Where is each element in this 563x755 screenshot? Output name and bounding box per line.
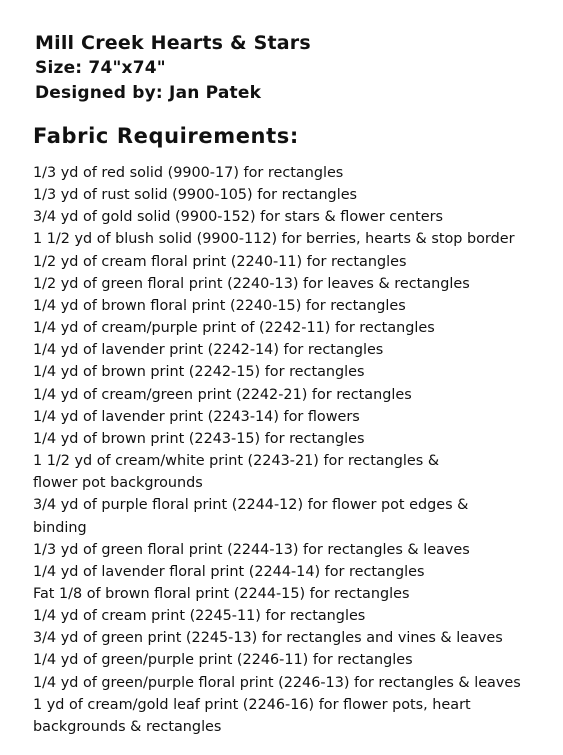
requirement-item: 1/3 yd of green floral print (2244-13) for rectangles & leaves [33,541,470,558]
requirement-item: 1 yd of cream/gold leaf print (2246-16) for flower pots, heart backgrounds & rectangles [33,696,471,735]
requirement-item: 1/4 yd of green/purple floral print (2246-13) for rectangles & leaves [33,674,521,691]
pattern-title: Mill Creek Hearts & Stars [35,32,311,54]
requirement-item: 1/3 yd of rust solid (9900-105) for rectangles [33,187,358,204]
requirement-item: 1/2 yd of green floral print (2240-13) for leaves & rectangles [33,275,470,292]
requirement-item: 1/3 yd of red solid (9900-17) for rectangles [33,165,344,181]
requirement-item: Fat 1/8 of brown floral print (2244-15) for rectangles [33,585,410,602]
pattern-header [35,30,311,106]
requirement-item: 1/4 yd of lavender floral print (2244-14) for rectangles [33,563,425,580]
requirement-item: 1/4 yd of brown floral print (2240-15) for rectangles [33,297,406,314]
requirement-item: 1/4 yd of lavender print (2243-14) for flowers [33,408,360,425]
requirement-item: 1/4 yd of cream/green print (2242-21) for rectangles [33,386,412,403]
designer-credit: Designed by: Jan Patek [35,83,262,103]
requirement-item: 1/2 yd of cream floral print (2240-11) for rectangles [33,253,407,270]
requirement-item: 1/4 yd of brown print (2242-15) for rectangles [33,364,365,381]
requirement-item: 1 1/2 yd of cream/white print (2243-21) for rectangles & flower pot backgrounds [33,453,440,492]
fabric-requirements-heading: Fabric Requirements: [33,124,299,148]
requirement-item: 3/4 yd of green print (2245-13) for rectangles and vines & leaves [33,630,503,647]
requirement-item: 1/4 yd of cream print (2245-11) for rectangles [33,608,366,625]
requirement-item: 1 1/2 yd of blush solid (9900-112) for berries, hearts & stop border [33,231,515,248]
requirement-item: 3/4 yd of purple floral print (2244-12) for flower pot edges & binding [33,497,469,536]
fabric-requirements-list [33,162,558,738]
requirement-item: 3/4 yd of gold solid (9900-152) for stars & flower centers [33,209,444,226]
quilt-size: Size: 74"x74" [35,58,166,78]
requirement-item: 1/4 yd of cream/purple print of (2242-11) for rectangles [33,320,435,337]
requirement-item: 1/4 yd of lavender print (2242-14) for rectangles [33,342,384,359]
requirement-item: 1/4 yd of green/purple print (2246-11) for rectangles [33,652,413,669]
requirement-item: 1/4 yd of brown print (2243-15) for rectangles [33,430,365,447]
